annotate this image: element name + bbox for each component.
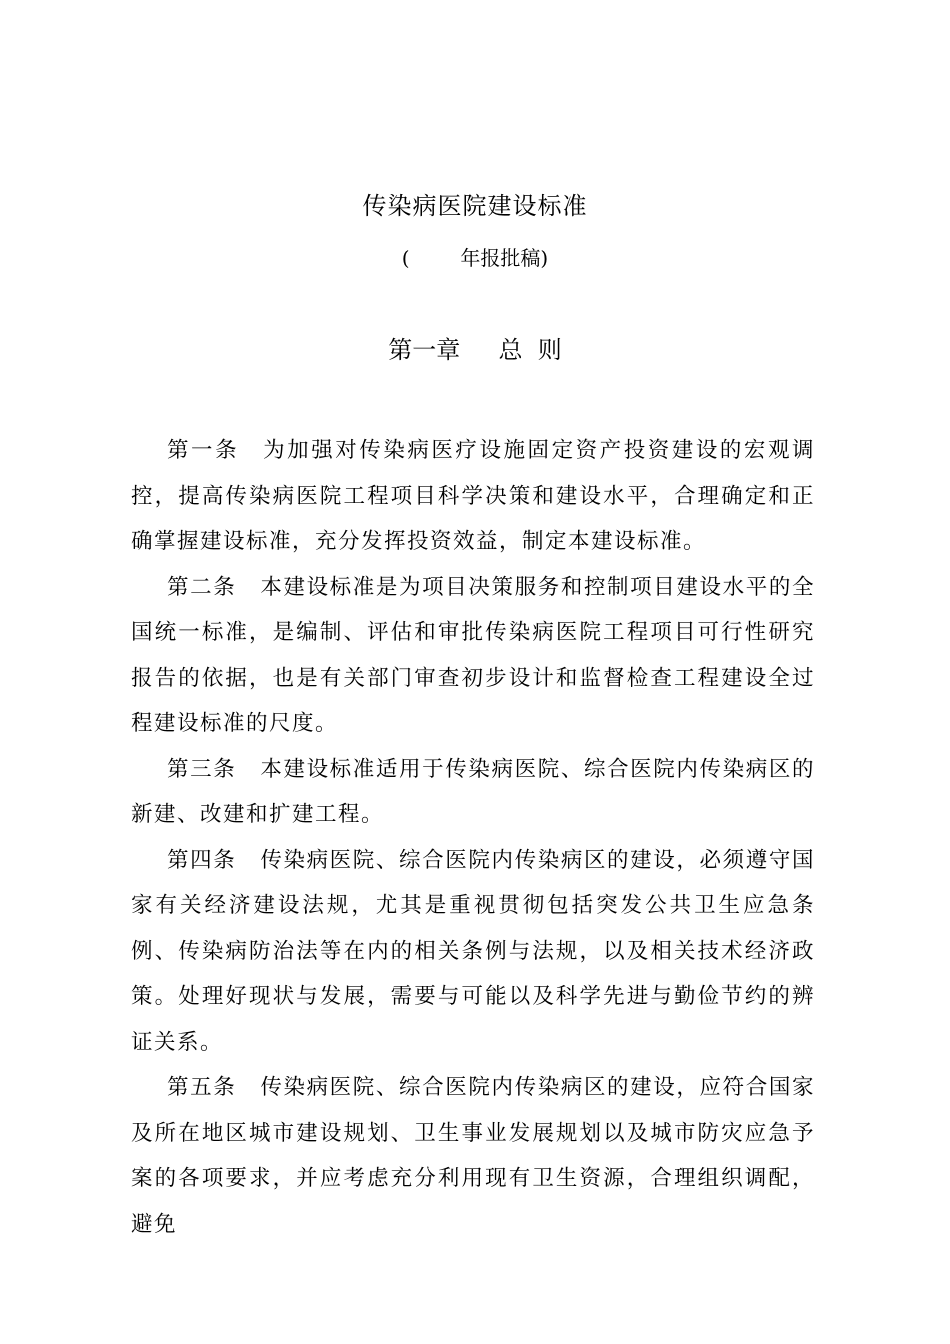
article-paragraph <box>131 428 815 565</box>
article-number: 第五条 <box>167 1075 237 1100</box>
article-number: 第三条 <box>167 756 237 782</box>
document-title: 传染病医院建设标准 <box>362 192 588 220</box>
article-paragraph <box>131 1065 815 1247</box>
article-number: 第二条 <box>167 574 237 600</box>
article-text: 传染病医院、综合医院内传染病区的建设，应符合国家及所在地区城市建设规划、卫生事业发展规划以及城市防灾应急予案的各项要求，并应考虑充分利用现有卫生资源，合理组织调配，避免 <box>131 1075 815 1237</box>
article-paragraph <box>131 747 815 838</box>
article-number: 第四条 <box>167 847 237 873</box>
article-paragraph <box>131 838 815 1066</box>
article-text: 本建设标准适用于传染病医院、综合医院内传染病区的新建、改建和扩建工程。 <box>131 756 815 827</box>
article-paragraph <box>131 565 815 747</box>
article-text: 本建设标准是为项目决策服务和控制项目建设水平的全国统一标准，是编制、评估和审批传染病医院工程项目可行性研究报告的依据，也是有关部门审查初步设计和监督检查工程建设全过程建设标准的尺度。 <box>131 574 815 736</box>
chapter-heading: 第一章 总 则 <box>388 336 562 364</box>
article-number: 第一条 <box>167 438 240 463</box>
article-text: 传染病医院、综合医院内传染病区的建设，必须遵守国家有关经济建设法规，尤其是重视贯彻包括突发公共卫生应急条例、传染病防治法等在内的相关条例与法规，以及相关技术经济政策。处理好现状与发展，需要与可能以及科学先进与勤俭节约的辨证关系。 <box>131 847 815 1055</box>
document-subtitle: ( 年报批稿) <box>401 246 549 270</box>
article-text: 为加强对传染病医疗设施固定资产投资建设的宏观调控，提高传染病医院工程项目科学决策和建设水平，合理确定和正确掌握建设标准，充分发挥投资效益，制定本建设标准。 <box>131 438 815 554</box>
document-body <box>131 428 815 1247</box>
